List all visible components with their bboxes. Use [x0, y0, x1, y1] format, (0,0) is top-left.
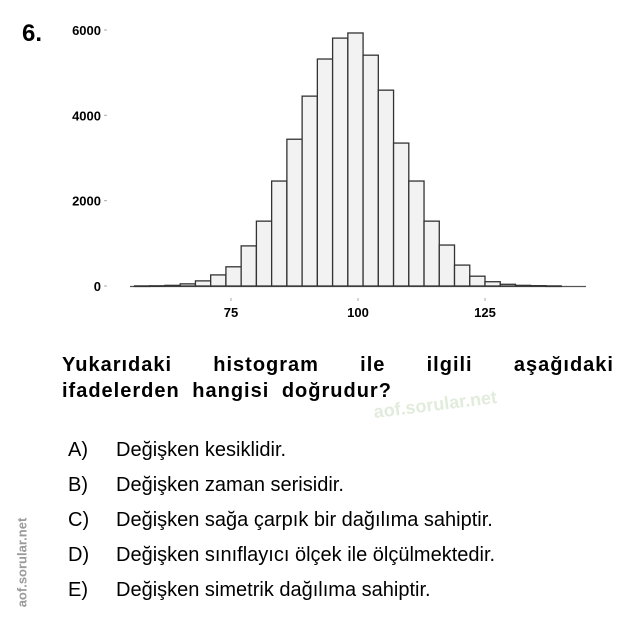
- histogram-bar: [546, 286, 561, 287]
- histogram-bar: [150, 286, 165, 287]
- option-text: Değişken kesiklidir.: [116, 439, 287, 461]
- option-a[interactable]: [68, 437, 495, 472]
- histogram-bar: [333, 38, 348, 286]
- question-number: 6.: [22, 20, 43, 47]
- histogram-bar: [180, 284, 195, 286]
- histogram-bar: [439, 245, 454, 286]
- histogram-bar: [241, 246, 256, 286]
- y-tick-label: 4000: [72, 108, 101, 124]
- option-c[interactable]: [68, 507, 495, 542]
- histogram-bar: [515, 285, 530, 286]
- x-tick-label: 100: [347, 305, 369, 320]
- x-tick-label: 125: [474, 305, 496, 320]
- option-letter: D): [68, 544, 90, 566]
- option-letter: A): [68, 439, 88, 461]
- histogram-bar: [531, 286, 546, 287]
- histogram-bar: [424, 221, 439, 286]
- histogram-bar: [272, 181, 287, 286]
- histogram-bar: [409, 181, 424, 286]
- histogram-bar: [302, 96, 317, 286]
- histogram-bar: [256, 221, 271, 286]
- option-text: Değişken sağa çarpık bir dağılıma sahiptir.: [116, 509, 493, 531]
- histogram-bar: [394, 143, 409, 286]
- answer-options: [68, 437, 495, 612]
- histogram-bar: [485, 282, 500, 286]
- option-letter: B): [68, 474, 88, 496]
- watermark-side: aof.sorular.net: [14, 517, 30, 608]
- histogram-bar: [226, 267, 241, 286]
- histogram-bar: [134, 286, 149, 287]
- watermark: aof.sorular.net: [372, 387, 498, 423]
- histogram-bar: [195, 281, 210, 286]
- histogram-bar: [211, 275, 226, 286]
- y-tick-label: 0: [93, 279, 101, 294]
- histogram-bar: [455, 265, 470, 286]
- option-b[interactable]: [68, 472, 495, 507]
- option-text: Değişken zaman serisidir.: [116, 474, 344, 496]
- option-text: Değişken simetrik dağılıma sahiptir.: [116, 579, 431, 601]
- option-letter: E): [68, 579, 88, 601]
- histogram-bar: [317, 59, 332, 286]
- option-letter: C): [68, 509, 90, 531]
- question-line-1: Yukarıdaki histogram ile ilgili aşağıdaki: [62, 354, 614, 376]
- histogram-bar: [500, 284, 515, 286]
- option-e[interactable]: [68, 577, 495, 612]
- histogram-bar: [165, 285, 180, 286]
- histogram-bar: [287, 139, 302, 286]
- question-line-2: ifadelerden hangisi doğrudur?: [62, 380, 392, 402]
- histogram-bar: [348, 33, 363, 286]
- histogram-bar: [378, 90, 393, 286]
- histogram-bar: [363, 55, 378, 286]
- y-tick-label: 6000: [72, 23, 101, 38]
- histogram-bar: [470, 276, 485, 286]
- option-d[interactable]: [68, 542, 495, 577]
- question-text: [62, 352, 614, 404]
- x-tick-label: 75: [223, 305, 239, 320]
- option-text: Değişken sınıflayıcı ölçek ile ölçülmektedir.: [116, 544, 496, 566]
- y-tick-label: 2000: [72, 193, 101, 209]
